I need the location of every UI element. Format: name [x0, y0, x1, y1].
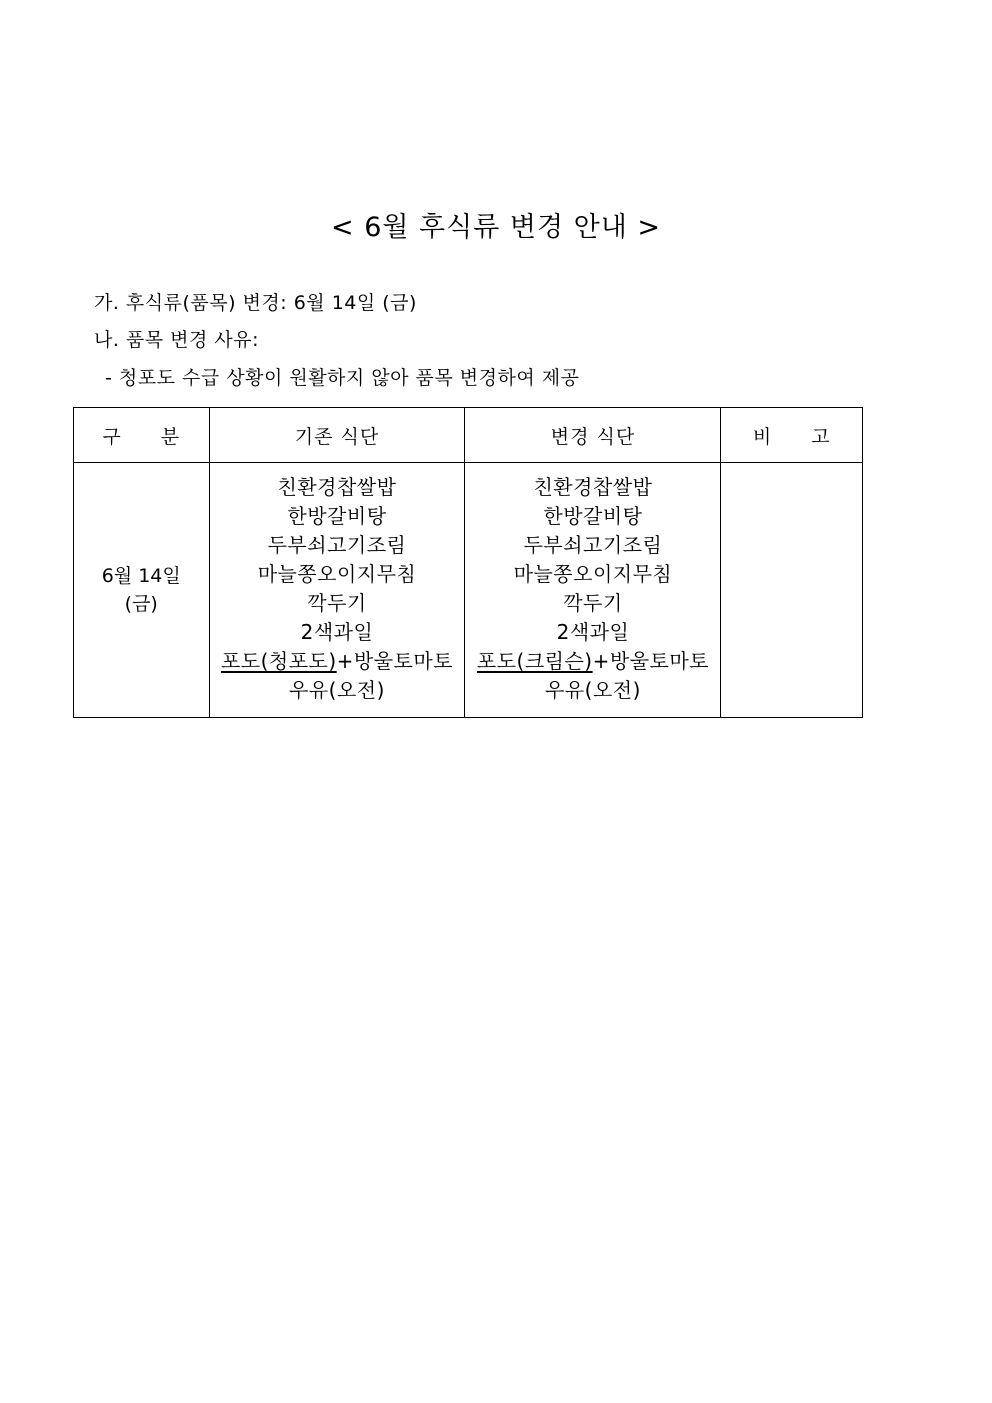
old-menu-cell — [209, 463, 465, 718]
new-menu-item: 한방갈비탕 — [543, 504, 643, 528]
new-fruit-rest: +방울토마토 — [592, 649, 709, 673]
weekday-text: (금) — [124, 593, 158, 615]
old-menu-item: 2색과일 — [300, 620, 374, 644]
date-cell — [74, 463, 210, 718]
info-change-date: 가. 후식류(품목) 변경: 6월 14일 (금) — [94, 292, 417, 314]
note-cell — [721, 463, 863, 718]
old-menu-item: 마늘쫑오이지무침 — [257, 562, 417, 586]
header-note: 비 고 — [721, 408, 863, 463]
table-header-row — [74, 408, 863, 463]
info-change-reason-label: 나. 품목 변경 사유: — [94, 329, 260, 351]
menu-change-table — [73, 407, 863, 718]
old-menu-item: 한방갈비탕 — [287, 504, 387, 528]
old-menu-item-changed — [210, 647, 465, 676]
table-row — [74, 463, 863, 718]
new-menu-item-changed — [465, 647, 720, 676]
new-menu-item: 두부쇠고기조림 — [523, 533, 663, 557]
date-text: 6월 14일 — [101, 565, 181, 587]
new-changed-fruit: 포도(크림슨) — [476, 649, 593, 673]
new-menu-item: 친환경찹쌀밥 — [533, 475, 653, 499]
header-new-menu: 변경 식단 — [465, 408, 721, 463]
old-fruit-rest: +방울토마토 — [336, 649, 454, 673]
old-changed-fruit: 포도(청포도) — [220, 649, 337, 673]
document-title: < 6월 후식류 변경 안내 > — [331, 212, 661, 243]
new-menu-item: 2색과일 — [556, 620, 630, 644]
old-menu-item: 우유(오전) — [289, 678, 385, 702]
new-menu-item: 마늘쫑오이지무침 — [513, 562, 673, 586]
old-menu-item: 두부쇠고기조림 — [267, 533, 407, 557]
new-menu-item: 우유(오전) — [545, 678, 641, 702]
old-menu-item: 깍두기 — [307, 591, 367, 615]
info-change-reason: - 청포도 수급 상황이 원활하지 않아 품목 변경하여 제공 — [105, 367, 580, 389]
header-gubun: 구 분 — [74, 408, 210, 463]
new-menu-item: 깍두기 — [563, 591, 623, 615]
header-old-menu: 기존 식단 — [209, 408, 465, 463]
new-menu-cell — [465, 463, 721, 718]
old-menu-item: 친환경찹쌀밥 — [277, 475, 397, 499]
